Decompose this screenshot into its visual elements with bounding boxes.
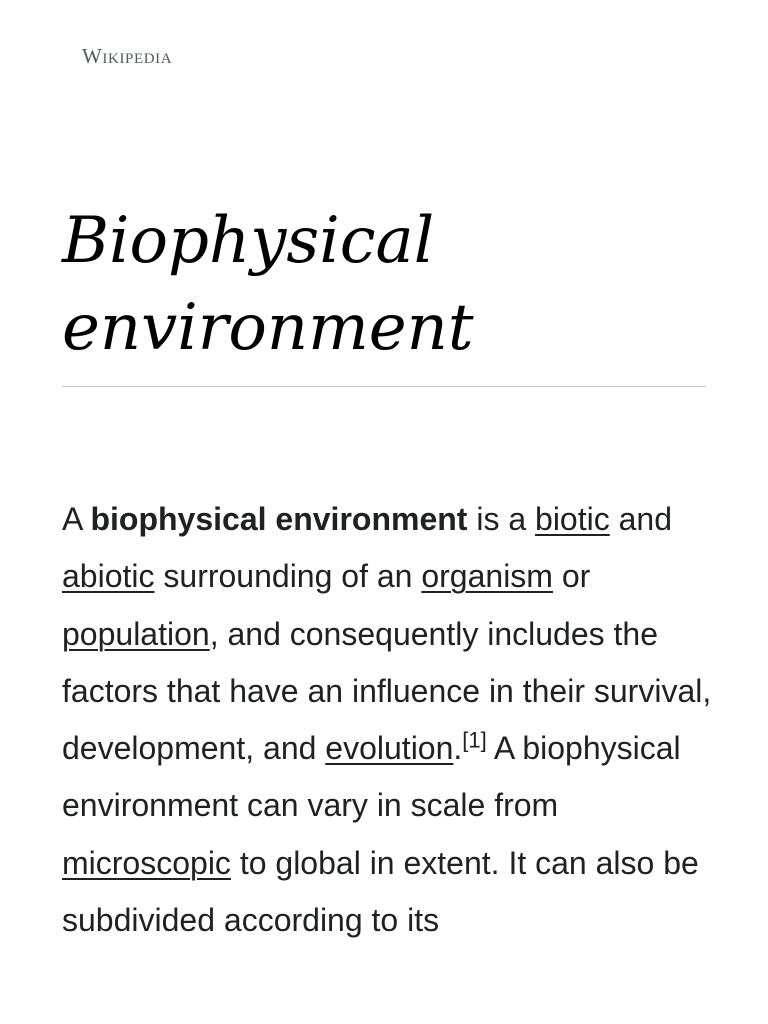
link-microscopic[interactable]: microscopic — [62, 844, 231, 881]
lead-text: A biophysical environment can vary in scale from — [62, 730, 681, 824]
lead-text: is a — [467, 501, 536, 537]
lead-text: to global in extent. It can also be subdivided according to its — [62, 844, 699, 939]
link-evolution[interactable]: evolution — [325, 730, 454, 767]
site-header — [82, 40, 172, 72]
lead-text: . — [453, 730, 463, 767]
lead-paragraph — [62, 491, 722, 949]
reference-1-link[interactable]: [1] — [462, 727, 487, 753]
lead-text: or — [552, 558, 591, 595]
page-title: Biophysical environment — [62, 204, 474, 365]
title-divider — [62, 386, 706, 387]
bold-term: biophysical environment — [90, 501, 468, 537]
link-organism[interactable]: organism — [421, 558, 553, 595]
lead-text: , and consequently includes the factors that have an influence in their survival, development, and — [62, 615, 712, 767]
lead-text: surrounding of an — [154, 558, 422, 595]
link-biotic[interactable]: biotic — [535, 501, 610, 537]
lead-text: A — [62, 501, 91, 537]
link-abiotic[interactable]: abiotic — [62, 558, 155, 595]
wikipedia-wordmark-logo[interactable]: Wikipedia — [82, 43, 173, 68]
lead-text: and — [609, 501, 672, 537]
link-population[interactable]: population — [62, 615, 210, 652]
